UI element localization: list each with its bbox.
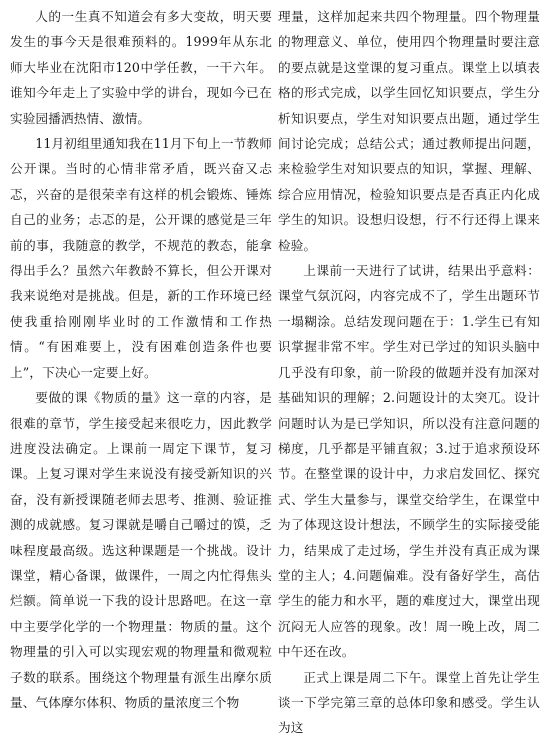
- paragraph-lesson-design: 要做的课《物质的量》这一章的内容，是很难的章节，学生接受起来很吃力，因此教学进度没法确定。上课前一周定下课节，复习课。上复习课对学生来说没有接受新知识的兴奋，没有新授课随老师去思考、推测、验证推测的成就感。复习课就是嚼自己嚼过的馍，乏味程度最高级。选这种课题是一个挑战。设计课堂，精心备课，做课件，一周之内忙得焦头烂额。简单说一下我的设计思路吧。在这一章中主要学化学的一个物理量：物质的量。这个物理量的引入可以实现宏观的物理量和微观粒子数的联系。围绕这个物理量有派生出摩尔质量、气体摩尔体积、物质的量浓度三个物: [10, 390, 272, 710]
- paragraph-trial-lesson: 上课前一天进行了试讲，结果出乎意料：课堂气氛沉闷，内容完成不了，学生出题环节一塌糊涂。总结发现问题在于：1.学生已有知识掌握非常不牢。学生对已学过的知识头脑中几乎没有印象，前一阶段的做题并没有加深对基础知识的理解；2.问题设计的太突兀。设计问题时认为是已学知识，所以没有注意问题的梯度，几乎都是平铺直叙；3.过于追求预设环节。在整堂课的设计中，力求启发回忆、探究式、学生大量参与，课堂交给学生，在课堂中为了体现这设计想法，不顾学生的实际接受能力，结果成了走过场，学生并没有真正成为课堂的主人；4.问题偏难。没有备好学生，高估学生的能力和水平，题的难度过大，课堂出现沉闷无人应答的现象。改！周一晚上改，周二中午还在改。: [278, 263, 540, 660]
- paragraph-open-class-notice: 11月初组里通知我在11月下旬上一节教师公开课。当时的心情非常矛盾，既兴奋又忐忑，兴奋的是很荣幸有这样的机会锻炼、锤炼自己的业务；忐忑的是，公开课的感觉是三年前的事，我随意的教学，不规范的教态，能拿得出手么？虽然六年教龄不算长，但公开课对我来说绝对是挑战。但是，新的工作环境已经使我重拾刚刚毕业时的工作激情和工作热情。“有困难要上，没有困难创造条件也要上”，下决心一定要上好。: [10, 136, 272, 380]
- paragraph-career-intro: 人的一生真不知道会有多大变故，明天要发生的事今天是很难预料的。1999年从东北师大毕业在沈阳市120中学任教，一干六年。谁知今年走上了实验中学的讲台，现如今已在实验园播洒热情、激情。: [10, 9, 272, 126]
- paragraph-formal-lesson: 正式上课是周二下午。课堂上首先让学生谈一下学完第三章的总体印象和感受。学生认为这: [278, 669, 540, 736]
- two-column-body: [8, 4, 542, 741]
- paragraph-review-focus: 理量，这样加起来共四个物理量。四个物理量的物理意义、单位，使用四个物理量时要注意的要点就是这堂课的复习重点。课堂上以填表格的形式完成，以学生回忆知识要点，学生分析知识要点，学生对知识要点出题，通过学生间讨论完成；总结公式；通过教师提出问题，来检验学生对知识要点的知识，掌握、理解、综合应用情况，检验知识要点是否真正内化成学生的知识。设想归设想，行不行还得上课来检验。: [278, 9, 540, 253]
- left-column: [10, 4, 272, 741]
- right-column: [278, 4, 540, 741]
